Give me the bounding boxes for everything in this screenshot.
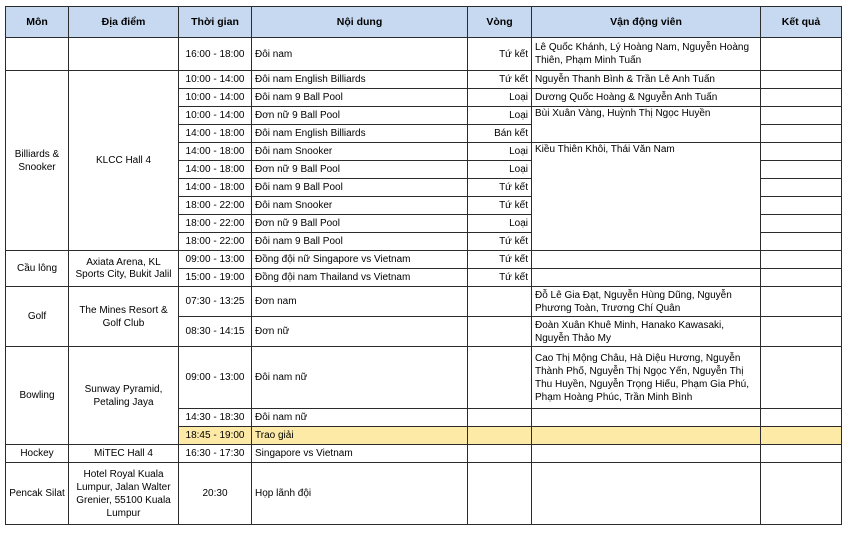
result-cell bbox=[761, 233, 842, 251]
result-cell bbox=[761, 161, 842, 179]
venue-cell: Axiata Arena, KL Sports City, Bukit Jalil bbox=[69, 251, 179, 287]
venue-cell: MiTEC Hall 4 bbox=[69, 445, 179, 463]
time-cell: 07:30 - 13:25 bbox=[179, 287, 252, 317]
table-row bbox=[6, 71, 842, 89]
time-cell: 14:00 - 18:00 bbox=[179, 143, 252, 161]
event-cell: Đơn nữ 9 Ball Pool bbox=[252, 107, 468, 125]
header-round: Vòng bbox=[468, 7, 532, 38]
time-cell: 08:30 - 14:15 bbox=[179, 317, 252, 347]
result-cell bbox=[761, 317, 842, 347]
round-cell bbox=[468, 409, 532, 427]
round-cell: Loại bbox=[468, 215, 532, 233]
time-cell: 14:00 - 18:00 bbox=[179, 125, 252, 143]
sport-cell: Bowling bbox=[6, 347, 69, 445]
athletes-cell: Đỗ Lê Gia Đạt, Nguyễn Hùng Dũng, Nguyễn Phương Toàn, Trương Chí Quân bbox=[532, 287, 761, 317]
round-cell bbox=[468, 445, 532, 463]
event-cell: Đôi nam nữ bbox=[252, 347, 468, 409]
round-cell: Tứ kết bbox=[468, 38, 532, 71]
athletes-cell bbox=[532, 463, 761, 525]
round-cell: Tứ kết bbox=[468, 179, 532, 197]
result-cell bbox=[761, 409, 842, 427]
result-cell bbox=[761, 107, 842, 125]
event-cell: Đôi nam 9 Ball Pool bbox=[252, 89, 468, 107]
athletes-cell bbox=[532, 445, 761, 463]
athletes-cell: Cao Thị Mộng Châu, Hà Diệu Hương, Nguyễn Thành Phố, Nguyễn Thị Ngọc Yến, Nguyễn Thị Thu Huyền, Nguyễn Trọng Hiếu, Phạm Gia Phú, Phạm Hoàng Phúc, Trần Minh Bình bbox=[532, 347, 761, 409]
round-cell: Tứ kết bbox=[468, 71, 532, 89]
round-cell bbox=[468, 427, 532, 445]
header-athletes: Vận động viên bbox=[532, 7, 761, 38]
time-cell: 10:00 - 14:00 bbox=[179, 107, 252, 125]
sport-cell-empty bbox=[6, 38, 69, 71]
result-cell bbox=[761, 427, 842, 445]
table-row bbox=[6, 445, 842, 463]
event-cell: Đôi nam nữ bbox=[252, 409, 468, 427]
sport-cell: Hockey bbox=[6, 445, 69, 463]
result-cell bbox=[761, 143, 842, 161]
round-cell: Bán kết bbox=[468, 125, 532, 143]
result-cell bbox=[761, 125, 842, 143]
round-cell bbox=[468, 317, 532, 347]
event-cell: Trao giải bbox=[252, 427, 468, 445]
time-cell: 18:00 - 22:00 bbox=[179, 197, 252, 215]
sport-cell: Billiards & Snooker bbox=[6, 71, 69, 251]
result-cell bbox=[761, 38, 842, 71]
event-cell: Đồng đội nữ Singapore vs Vietnam bbox=[252, 251, 468, 269]
time-cell: 10:00 - 14:00 bbox=[179, 89, 252, 107]
time-cell: 18:45 - 19:00 bbox=[179, 427, 252, 445]
round-cell: Loại bbox=[468, 161, 532, 179]
header-row bbox=[6, 7, 842, 38]
result-cell bbox=[761, 269, 842, 287]
table-row bbox=[6, 251, 842, 269]
athletes-cell: Bùi Xuân Vàng, Huỳnh Thị Ngọc Huyền bbox=[532, 107, 761, 143]
time-cell: 09:00 - 13:00 bbox=[179, 251, 252, 269]
event-cell: Đôi nam bbox=[252, 38, 468, 71]
sport-cell: Pencak Silat bbox=[6, 463, 69, 525]
header-time: Thời gian bbox=[179, 7, 252, 38]
round-cell: Tứ kết bbox=[468, 251, 532, 269]
venue-cell: Hotel Royal Kuala Lumpur, Jalan Walter Grenier, 55100 Kuala Lumpur bbox=[69, 463, 179, 525]
sport-cell: Golf bbox=[6, 287, 69, 347]
round-cell: Loại bbox=[468, 143, 532, 161]
athletes-cell: Đoàn Xuân Khuê Minh, Hanako Kawasaki, Nguyễn Thảo My bbox=[532, 317, 761, 347]
result-cell bbox=[761, 251, 842, 269]
header-sport: Môn bbox=[6, 7, 69, 38]
time-cell: 18:00 - 22:00 bbox=[179, 215, 252, 233]
event-cell: Đôi nam 9 Ball Pool bbox=[252, 179, 468, 197]
round-cell bbox=[468, 463, 532, 525]
athletes-cell: Nguyễn Thanh Bình & Trần Lê Anh Tuấn bbox=[532, 71, 761, 89]
header-venue: Địa điểm bbox=[69, 7, 179, 38]
result-cell bbox=[761, 89, 842, 107]
event-cell: Đôi nam Snooker bbox=[252, 197, 468, 215]
round-cell: Tứ kết bbox=[468, 233, 532, 251]
result-cell bbox=[761, 197, 842, 215]
athletes-cell bbox=[532, 409, 761, 427]
result-cell bbox=[761, 347, 842, 409]
venue-cell: Sunway Pyramid, Petaling Jaya bbox=[69, 347, 179, 445]
time-cell: 10:00 - 14:00 bbox=[179, 71, 252, 89]
event-cell: Đôi nam 9 Ball Pool bbox=[252, 233, 468, 251]
venue-cell: The Mines Resort & Golf Club bbox=[69, 287, 179, 347]
time-cell: 18:00 - 22:00 bbox=[179, 233, 252, 251]
event-cell: Đồng đội nam Thailand vs Vietnam bbox=[252, 269, 468, 287]
result-cell bbox=[761, 215, 842, 233]
table-row bbox=[6, 287, 842, 317]
event-cell: Đơn nữ bbox=[252, 317, 468, 347]
round-cell: Loại bbox=[468, 107, 532, 125]
time-cell: 16:30 - 17:30 bbox=[179, 445, 252, 463]
athletes-cell: Dương Quốc Hoàng & Nguyễn Anh Tuấn bbox=[532, 89, 761, 107]
result-cell bbox=[761, 287, 842, 317]
table-row bbox=[6, 463, 842, 525]
event-cell: Đơn nữ 9 Ball Pool bbox=[252, 161, 468, 179]
round-cell bbox=[468, 347, 532, 409]
time-cell: 15:00 - 19:00 bbox=[179, 269, 252, 287]
athletes-cell: Lê Quốc Khánh, Lý Hoàng Nam, Nguyễn Hoàng Thiên, Phạm Minh Tuấn bbox=[532, 38, 761, 71]
time-cell: 14:00 - 18:00 bbox=[179, 161, 252, 179]
round-cell: Tứ kết bbox=[468, 197, 532, 215]
result-cell bbox=[761, 71, 842, 89]
venue-cell: KLCC Hall 4 bbox=[69, 71, 179, 251]
event-cell: Singapore vs Vietnam bbox=[252, 445, 468, 463]
athletes-cell bbox=[532, 427, 761, 445]
table-row bbox=[6, 38, 842, 71]
event-cell: Đơn nữ 9 Ball Pool bbox=[252, 215, 468, 233]
athletes-cell bbox=[532, 269, 761, 287]
event-cell: Đôi nam English Billiards bbox=[252, 71, 468, 89]
result-cell bbox=[761, 179, 842, 197]
time-cell: 14:30 - 18:30 bbox=[179, 409, 252, 427]
result-cell bbox=[761, 445, 842, 463]
event-cell: Đôi nam English Billiards bbox=[252, 125, 468, 143]
sport-cell: Cầu lông bbox=[6, 251, 69, 287]
time-cell: 14:00 - 18:00 bbox=[179, 179, 252, 197]
athletes-cell bbox=[532, 251, 761, 269]
round-cell: Loại bbox=[468, 89, 532, 107]
event-cell: Đôi nam Snooker bbox=[252, 143, 468, 161]
result-cell bbox=[761, 463, 842, 525]
round-cell: Tứ kết bbox=[468, 269, 532, 287]
event-cell: Họp lãnh đội bbox=[252, 463, 468, 525]
schedule-table bbox=[5, 6, 842, 525]
header-result: Kết quả bbox=[761, 7, 842, 38]
event-cell: Đơn nam bbox=[252, 287, 468, 317]
header-event: Nội dung bbox=[252, 7, 468, 38]
time-cell: 20:30 bbox=[179, 463, 252, 525]
table-row bbox=[6, 347, 842, 409]
schedule-wrapper bbox=[5, 6, 842, 525]
athletes-cell: Kiều Thiên Khôi, Thái Văn Nam bbox=[532, 143, 761, 251]
time-cell: 16:00 - 18:00 bbox=[179, 38, 252, 71]
round-cell bbox=[468, 287, 532, 317]
venue-cell-empty bbox=[69, 38, 179, 71]
time-cell: 09:00 - 13:00 bbox=[179, 347, 252, 409]
